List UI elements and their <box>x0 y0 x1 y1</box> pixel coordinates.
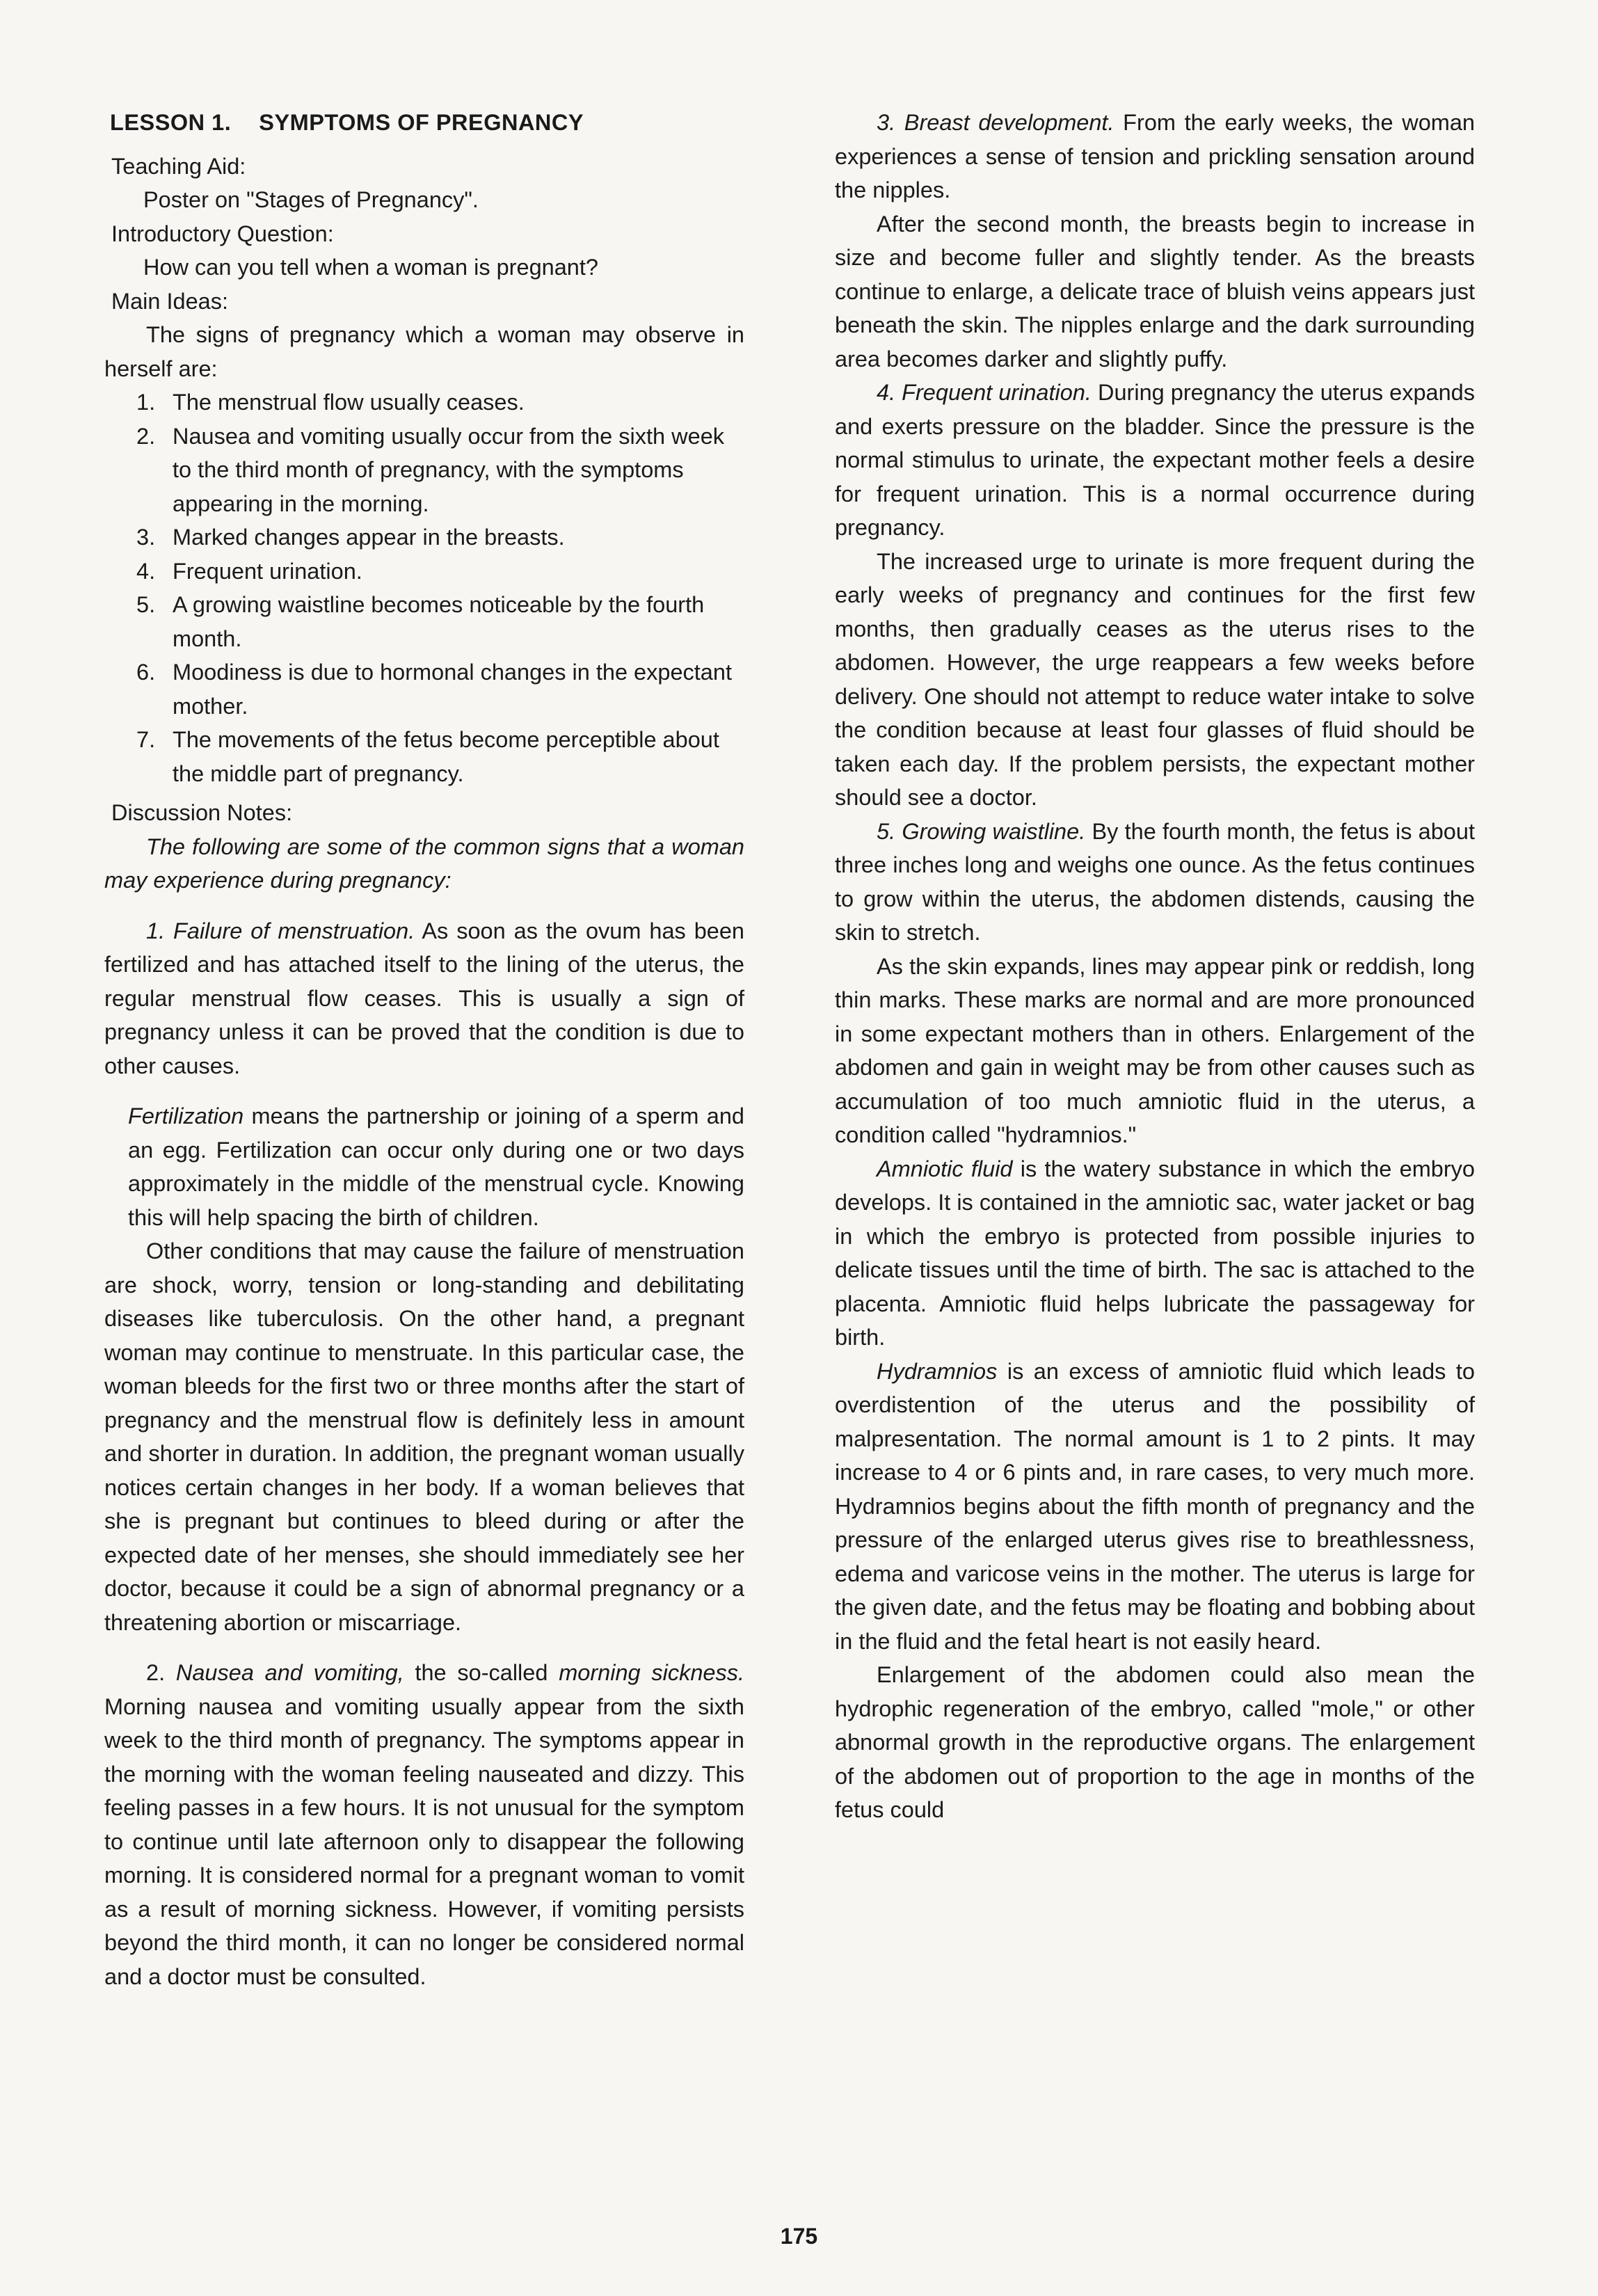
list-item: 6. Moodiness is due to hormonal changes in the expectant mother. <box>136 660 732 719</box>
page-number: 175 <box>780 2224 818 2249</box>
breast-lead: 3. Breast development. <box>877 110 1114 135</box>
main-ideas-list <box>104 385 744 790</box>
breast-text: From the early weeks, the woman experiences a sense of tension and prickling sensation around the nipples. <box>835 110 1475 202</box>
urination-paragraph <box>835 376 1475 545</box>
lesson-number: LESSON 1. <box>110 110 232 135</box>
list-item: 2. Nausea and vomiting usually occur from the sixth week to the third month of pregnancy, with the symptoms appearing in the morning. <box>136 423 725 516</box>
nausea-text: Morning nausea and vomiting usually appear from the sixth week to the third month of pregnancy. The symptoms appear in the morning with the woman feeling nauseated and dizzy. This feeling passes in a few hours. It is not unusual for the symptom to continue until late afternoon only to disappear the following morning. It is considered normal for a pregnant woman to vomit as a result of morning sickness. However, if vomiting persists beyond the third month, it can no longer be considered normal and a doctor must be consulted. <box>104 1693 744 1989</box>
nausea-mid: the so-called <box>415 1660 548 1685</box>
amniotic-paragraph <box>835 1152 1475 1355</box>
nausea-paragraph <box>104 1656 744 1993</box>
main-ideas-label: Main Ideas: <box>111 288 229 314</box>
amniotic-term: Amniotic fluid <box>877 1156 1013 1181</box>
hydramnios-term: Hydramnios <box>877 1358 998 1384</box>
waistline-lead: 5. Growing waistline. <box>877 818 1086 844</box>
lesson-title: SYMPTOMS OF PREGNANCY <box>259 110 584 135</box>
urination-text: During pregnancy the uterus expands and exerts pressure on the bladder. Since the pressure is the normal stimulus to urinate, the expectant mother feels a desire for frequent urination. This is a normal occurrence during pregnancy. <box>835 380 1475 540</box>
nausea-number: 2. <box>146 1660 166 1685</box>
list-item: 1. The menstrual flow usually ceases. <box>136 390 525 415</box>
waistline-paragraph-2: As the skin expands, lines may appear pink or reddish, long thin marks. These marks are normal and are more pronounced in some expectant mothers than in others. Enlargement of the abdomen and gain in weight may be from other causes such as accumulation of too much amniotic fluid in the uterus, a condition called "hydramnios." <box>835 953 1475 1147</box>
nausea-lead: Nausea and vomiting, <box>175 1660 404 1685</box>
amniotic-text: is the watery substance in which the embryo develops. It is contained in the amniotic sac, water jacket or bag in which the embryo is protected from possible injuries to delicate tissues until the time of birth. The sac is attached to the placenta. Amniotic fluid helps lubricate the passageway for birth. <box>835 1156 1476 1350</box>
fertilization-text: means the partnership or joining of a sperm and an egg. Fertilization can occur only during one or two days approximately in the middle of the menstrual cycle. Knowing this will help spacing the birth of children. <box>128 1103 744 1230</box>
main-ideas-intro: The signs of pregnancy which a woman may observe in herself are: <box>104 322 744 381</box>
other-conditions-paragraph: Other conditions that may cause the failure of menstruation are shock, worry, tension or long-standing and debilitating diseases like tuberculosis. On the other hand, a pregnant woman may continue to menstruate. In this particular case, the woman bleeds for the first two or three months after the start of pregnancy and the menstrual flow is definitely less in amount and shorter in duration. In addition, the pregnant woman usually notices certain changes in her body. If a woman believes that she is pregnant but continues to bleed during or after the expected date of her menses, she should immediately see her doctor, because it could be a sign of abnormal pregnancy or a threatening abortion or miscarriage. <box>104 1238 744 1635</box>
nausea-term: morning sickness. <box>559 1660 745 1685</box>
fertilization-term: Fertilization <box>128 1103 244 1129</box>
list-item: 4. Frequent urination. <box>136 558 362 584</box>
failure-text: As soon as the ovum has been fertilized and has attached itself to the lining of the uterus, the regular menstrual flow ceases. This is usually a sign of pregnancy unless it can be proved that the condition is due to other causes. <box>104 918 744 1078</box>
discussion-notes-label: Discussion Notes: <box>111 800 293 825</box>
enlargement-paragraph: Enlargement of the abdomen could also mean the hydrophic regeneration of the embryo, called "mole," or other abnormal growth in the reproductive organs. The enlargement of the abdomen out of proportion to the age in months of the fetus could <box>835 1662 1475 1822</box>
failure-lead: 1. Failure of menstruation. <box>146 918 415 943</box>
discussion-intro: The following are some of the common signs that a woman may experience during pregnancy: <box>104 834 744 893</box>
teaching-aid-label: Teaching Aid: <box>111 153 246 179</box>
breast-paragraph-2: After the second month, the breasts begin to increase in size and become fuller and slightly tender. As the breasts continue to enlarge, a delicate trace of bluish veins appears just beneath the skin. The nipples enlarge and the dark surrounding area becomes darker and slightly puffy. <box>835 211 1475 372</box>
list-item: 3. Marked changes appear in the breasts. <box>136 525 565 550</box>
lesson-heading <box>110 106 744 140</box>
left-column <box>104 106 744 1993</box>
urination-paragraph-2: The increased urge to urinate is more frequent during the early weeks of pregnancy and continues for the first few months, then gradually ceases as the uterus rises to the abdomen. However, the urge reappears a few weeks before delivery. One should not attempt to reduce water intake to solve the condition because at least four glasses of fluid should be taken each day. If the problem persists, the expectant mother should see a doctor. <box>835 548 1475 810</box>
breast-paragraph <box>835 106 1475 207</box>
failure-paragraph <box>104 914 744 1083</box>
fertilization-paragraph <box>128 1099 744 1234</box>
introductory-question-value: How can you tell when a woman is pregnant? <box>143 255 598 280</box>
hydramnios-text: is an excess of amniotic fluid which leads to overdistention of the uterus and the possibility of malpresentation. The normal amount is 1 to 2 pints. It may increase to 4 or 6 pints and, in rare cases, to very much more. Hydramnios begins about the fifth month of pregnancy and the pressure of the enlarged uterus gives rise to breathlessness, edema and varicose veins in the mother. The uterus is large for the given date, and the fetus may be floating and bobbing about in the fluid and the fetal heart is not easily heard. <box>835 1358 1475 1654</box>
right-column <box>835 106 1475 1827</box>
teaching-aid-value: Poster on "Stages of Pregnancy". <box>143 187 479 212</box>
list-item: 5. A growing waistline becomes noticeable by the fourth month. <box>136 592 705 651</box>
hydramnios-paragraph <box>835 1355 1475 1659</box>
waistline-text: By the fourth month, the fetus is about three inches long and weighs one ounce. As the fetus continues to grow within the uterus, the abdomen distends, causing the skin to stretch. <box>835 818 1475 945</box>
introductory-question-label: Introductory Question: <box>111 221 334 246</box>
waistline-paragraph <box>835 815 1475 950</box>
urination-lead: 4. Frequent urination. <box>877 380 1092 405</box>
list-item: 7. The movements of the fetus become perceptible about the middle part of pregnancy. <box>136 727 719 786</box>
